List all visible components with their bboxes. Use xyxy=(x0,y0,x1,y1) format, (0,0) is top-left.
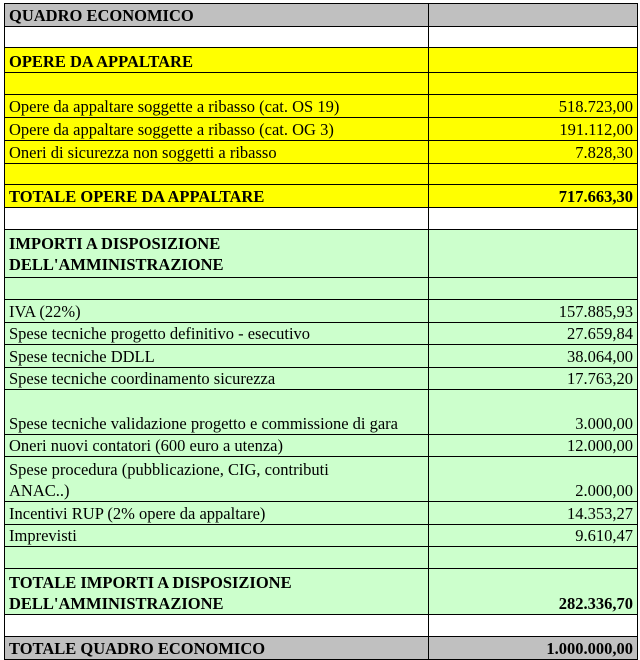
item-label: Spese tecniche DDLL xyxy=(5,345,429,368)
table-row xyxy=(5,141,638,164)
importi-title-row xyxy=(5,230,638,278)
table-row xyxy=(5,95,638,118)
item-value: 157.885,93 xyxy=(429,300,638,323)
item-label: Oneri di sicurezza non soggetti a ribasso xyxy=(5,141,429,164)
quadro-economico-table xyxy=(4,3,638,660)
grand-total-label: TOTALE QUADRO ECONOMICO xyxy=(5,637,429,660)
table-row xyxy=(5,435,638,457)
item-value: 12.000,00 xyxy=(429,435,638,457)
item-label: Imprevisti xyxy=(5,525,429,547)
importi-total-label: TOTALE IMPORTI A DISPOSIZIONE DELL'AMMINISTRAZIONE xyxy=(5,569,429,615)
table-row xyxy=(5,368,638,390)
item-label: Oneri nuovi contatori (600 euro a utenza) xyxy=(5,435,429,457)
importi-total-value: 282.336,70 xyxy=(429,569,638,615)
table-row xyxy=(5,118,638,141)
importi-total-row xyxy=(5,569,638,615)
spacer-row xyxy=(5,73,638,95)
spacer-row xyxy=(5,208,638,230)
opere-total-row xyxy=(5,185,638,208)
table-row xyxy=(5,390,638,435)
item-label: IVA (22%) xyxy=(5,300,429,323)
opere-total-value: 717.663,30 xyxy=(429,185,638,208)
item-value: 27.659,84 xyxy=(429,323,638,345)
item-value: 9.610,47 xyxy=(429,525,638,547)
grand-total-value: 1.000.000,00 xyxy=(429,637,638,660)
table-row xyxy=(5,525,638,547)
spacer-row xyxy=(5,547,638,569)
item-label: Spese tecniche progetto definitivo - esecutivo xyxy=(5,323,429,345)
item-label: Spese procedura (pubblicazione, CIG, contributi ANAC..) xyxy=(5,457,429,502)
table-row xyxy=(5,300,638,323)
header-row xyxy=(5,4,638,27)
spacer-row xyxy=(5,164,638,185)
spacer-row xyxy=(5,615,638,637)
spacer-row xyxy=(5,27,638,48)
item-value: 2.000,00 xyxy=(429,457,638,502)
item-label: Opere da appaltare soggette a ribasso (cat. OS 19) xyxy=(5,95,429,118)
item-value: 38.064,00 xyxy=(429,345,638,368)
item-value: 518.723,00 xyxy=(429,95,638,118)
table-row xyxy=(5,323,638,345)
opere-title-row xyxy=(5,48,638,73)
table-row xyxy=(5,502,638,525)
spacer-row xyxy=(5,278,638,300)
table-row xyxy=(5,457,638,502)
item-label: Opere da appaltare soggette a ribasso (cat. OG 3) xyxy=(5,118,429,141)
item-label: Spese tecniche coordinamento sicurezza xyxy=(5,368,429,390)
table-title: QUADRO ECONOMICO xyxy=(5,4,429,27)
grand-total-row xyxy=(5,637,638,660)
item-label: Incentivi RUP (2% opere da appaltare) xyxy=(5,502,429,525)
header-value-cell xyxy=(429,4,638,27)
item-value: 7.828,30 xyxy=(429,141,638,164)
item-value: 191.112,00 xyxy=(429,118,638,141)
item-label: Spese tecniche validazione progetto e commissione di gara xyxy=(5,390,429,435)
opere-section-title: OPERE DA APPALTARE xyxy=(5,48,429,73)
importi-section-title: IMPORTI A DISPOSIZIONE DELL'AMMINISTRAZIONE xyxy=(5,230,429,278)
table-row xyxy=(5,345,638,368)
item-value: 14.353,27 xyxy=(429,502,638,525)
opere-total-label: TOTALE OPERE DA APPALTARE xyxy=(5,185,429,208)
item-value: 17.763,20 xyxy=(429,368,638,390)
item-value: 3.000,00 xyxy=(429,390,638,435)
